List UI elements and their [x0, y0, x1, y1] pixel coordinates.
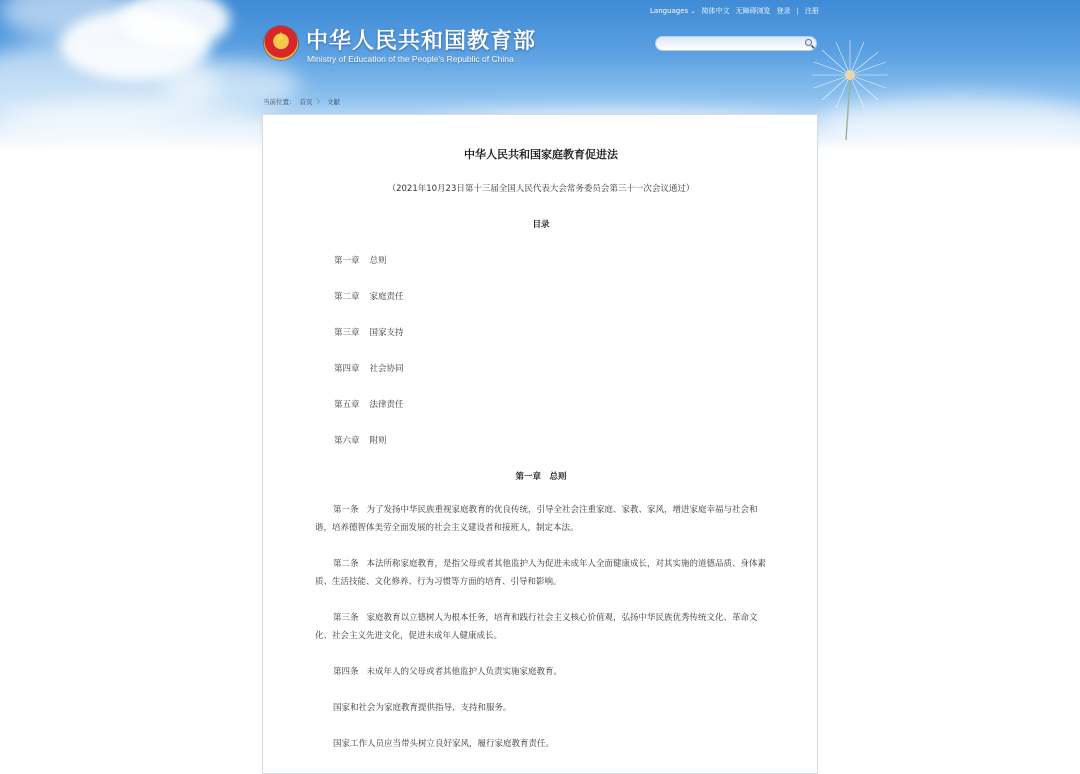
article-text: 未成年人的父母或者其他监护人负责实施家庭教育。	[366, 667, 563, 677]
toc-chapter-title: 社会协同	[369, 364, 404, 374]
site-title[interactable]: 中华人民共和国教育部	[306, 29, 537, 54]
toc-chapter-number: 第二章	[334, 292, 360, 302]
breadcrumb-separator-icon: 〉	[316, 98, 323, 106]
search-input[interactable]	[662, 38, 802, 49]
article-paragraph	[315, 555, 767, 591]
search-icon[interactable]	[805, 39, 812, 46]
toc-item	[334, 434, 387, 446]
toc-item	[334, 290, 404, 302]
toc-chapter-number: 第四章	[334, 364, 360, 374]
article-paragraph	[315, 663, 767, 681]
toc-item	[334, 398, 404, 410]
national-emblem-icon	[264, 26, 298, 60]
article-number: 第一条	[333, 505, 359, 515]
article-number: 第四条	[333, 667, 359, 677]
article-paragraph	[315, 609, 767, 645]
content-panel	[262, 114, 818, 774]
toc-chapter-title: 总则	[369, 256, 387, 266]
article-number: 第三条	[333, 613, 359, 623]
top-nav	[650, 5, 819, 17]
article-paragraph	[315, 735, 767, 753]
nav-divider: |	[796, 7, 799, 15]
article-title: 中华人民共和国家庭教育促进法	[464, 148, 618, 161]
languages-menu[interactable]: Languages ⌄	[650, 7, 696, 15]
toc-chapter-number: 第六章	[334, 436, 360, 446]
toc-heading: 目录	[532, 220, 550, 230]
toc-item	[334, 362, 404, 374]
site-subtitle: Ministry of Education of the People's Republic of China	[307, 54, 514, 64]
breadcrumb-home[interactable]: 首页	[299, 98, 313, 106]
toc-item	[334, 254, 387, 266]
breadcrumb-label: 当前位置：	[263, 98, 296, 106]
article-text: 国家工作人员应当带头树立良好家风，履行家庭教育责任。	[333, 739, 555, 749]
toc-item	[334, 326, 404, 338]
article-subtitle: （2021年10月23日第十三届全国人民代表大会常务委员会第三十一次会议通过）	[387, 184, 695, 194]
toc-chapter-number: 第三章	[334, 328, 360, 338]
toc-chapter-number: 第一章	[334, 256, 360, 266]
article-number: 第二条	[333, 559, 359, 569]
breadcrumb-current[interactable]: 文献	[327, 98, 340, 106]
article-text: 为了发扬中华民族重视家庭教育的优良传统，引导全社会注重家庭、家教、家风，增进家庭幸福与社会和谐，培养德智体美劳全面发展的社会主义建设者和接班人，制定本法。	[315, 505, 758, 533]
chevron-down-icon: ⌄	[690, 8, 696, 15]
breadcrumb	[263, 97, 340, 106]
toc-chapter-title: 附则	[369, 436, 387, 446]
article-text: 家庭教育以立德树人为根本任务，培育和践行社会主义核心价值观，弘扬中华民族优秀传统文化、革命文化、社会主义先进文化，促进未成年人健康成长。	[315, 613, 758, 641]
toc-chapter-title: 法律责任	[369, 400, 404, 410]
top-nav-link-login[interactable]: 登录	[776, 7, 791, 15]
toc-chapter-title: 国家支持	[369, 328, 404, 338]
article-text: 国家和社会为家庭教育提供指导、支持和服务。	[333, 703, 512, 713]
toc-chapter-title: 家庭责任	[369, 292, 404, 302]
top-nav-link-accessibility[interactable]: 无障碍浏览	[735, 7, 771, 15]
article-paragraph	[315, 699, 767, 717]
chapter-heading: 第一章 总则	[515, 472, 567, 482]
article-text: 本法所称家庭教育，是指父母或者其他监护人为促进未成年人全面健康成长，对其实施的道德品质、身体素质、生活技能、文化修养、行为习惯等方面的培育、引导和影响。	[315, 559, 767, 587]
search-box	[655, 36, 817, 51]
article-paragraph	[315, 501, 767, 537]
toc-chapter-number: 第五章	[334, 400, 360, 410]
top-nav-link-register[interactable]: 注册	[804, 7, 819, 15]
top-nav-link-simplified-chinese[interactable]: 简体中文	[701, 7, 730, 15]
